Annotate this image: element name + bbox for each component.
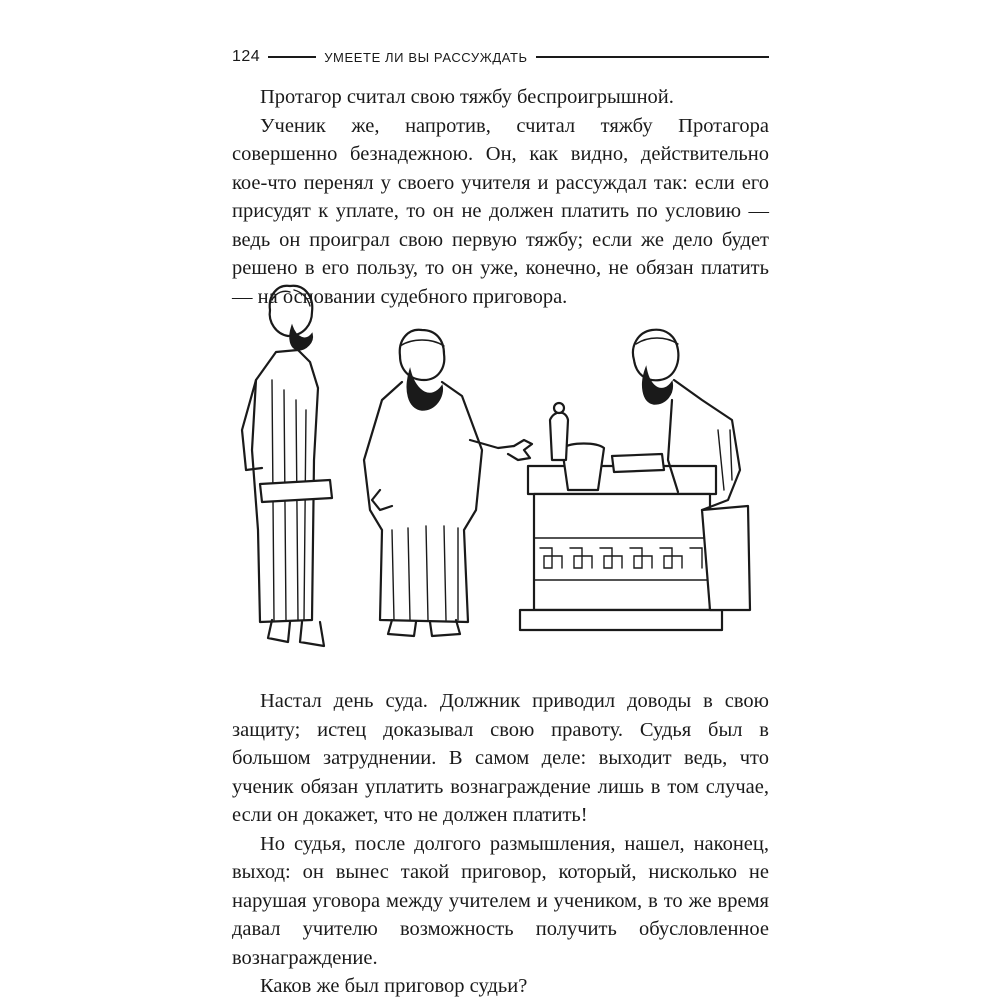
paragraph: Но судья, после долгого размышления, нашел, наконец, выход: он вынес такой приговор, который, нисколько не нарушая уговора между учителем и учеником, в то же время давал учителю возможность получить обусловленное вознаграждение. <box>232 832 769 969</box>
protagoras-figure <box>364 330 532 636</box>
header-rule-right <box>536 56 769 58</box>
paragraph: Ученик же, напротив, считал тяжбу Протагора совершенно безнадежною. Он, как видно, действительно кое-что перенял у своего учителя и рассуждал так: если его присудят к уплате, то он не должен платить по условию — ведь он проиграл свою первую тяжбу; если же дело будет решено в его пользу, то он уже, конечно, не обязан платить — на основании судебного приговора. <box>232 114 769 308</box>
illustration-drawing <box>232 270 769 675</box>
section-title: УМЕЕТЕ ЛИ ВЫ РАССУЖДАТЬ <box>324 49 528 65</box>
paragraph: Настал день суда. Должник приводил доводы в свою защиту; истец доказывал свою правоту. Судья был в большом затруднении. В самом деле: выходит ведь, что ученик обязан уплатить вознаграждение лишь в том случае, если он докажет, что не должен платить! <box>232 690 769 826</box>
student-figure <box>242 286 332 646</box>
header-rule-left <box>268 56 316 58</box>
courtroom-illustration <box>232 270 769 675</box>
paragraph: Каков же был приговор судьи? <box>260 975 528 997</box>
paragraph: Протагор считал свою тяжбу беспроигрышной. <box>260 86 674 108</box>
running-head <box>232 44 769 70</box>
text-block-bottom <box>232 687 769 1001</box>
page-number: 124 <box>232 48 261 65</box>
judge-desk <box>520 403 722 630</box>
